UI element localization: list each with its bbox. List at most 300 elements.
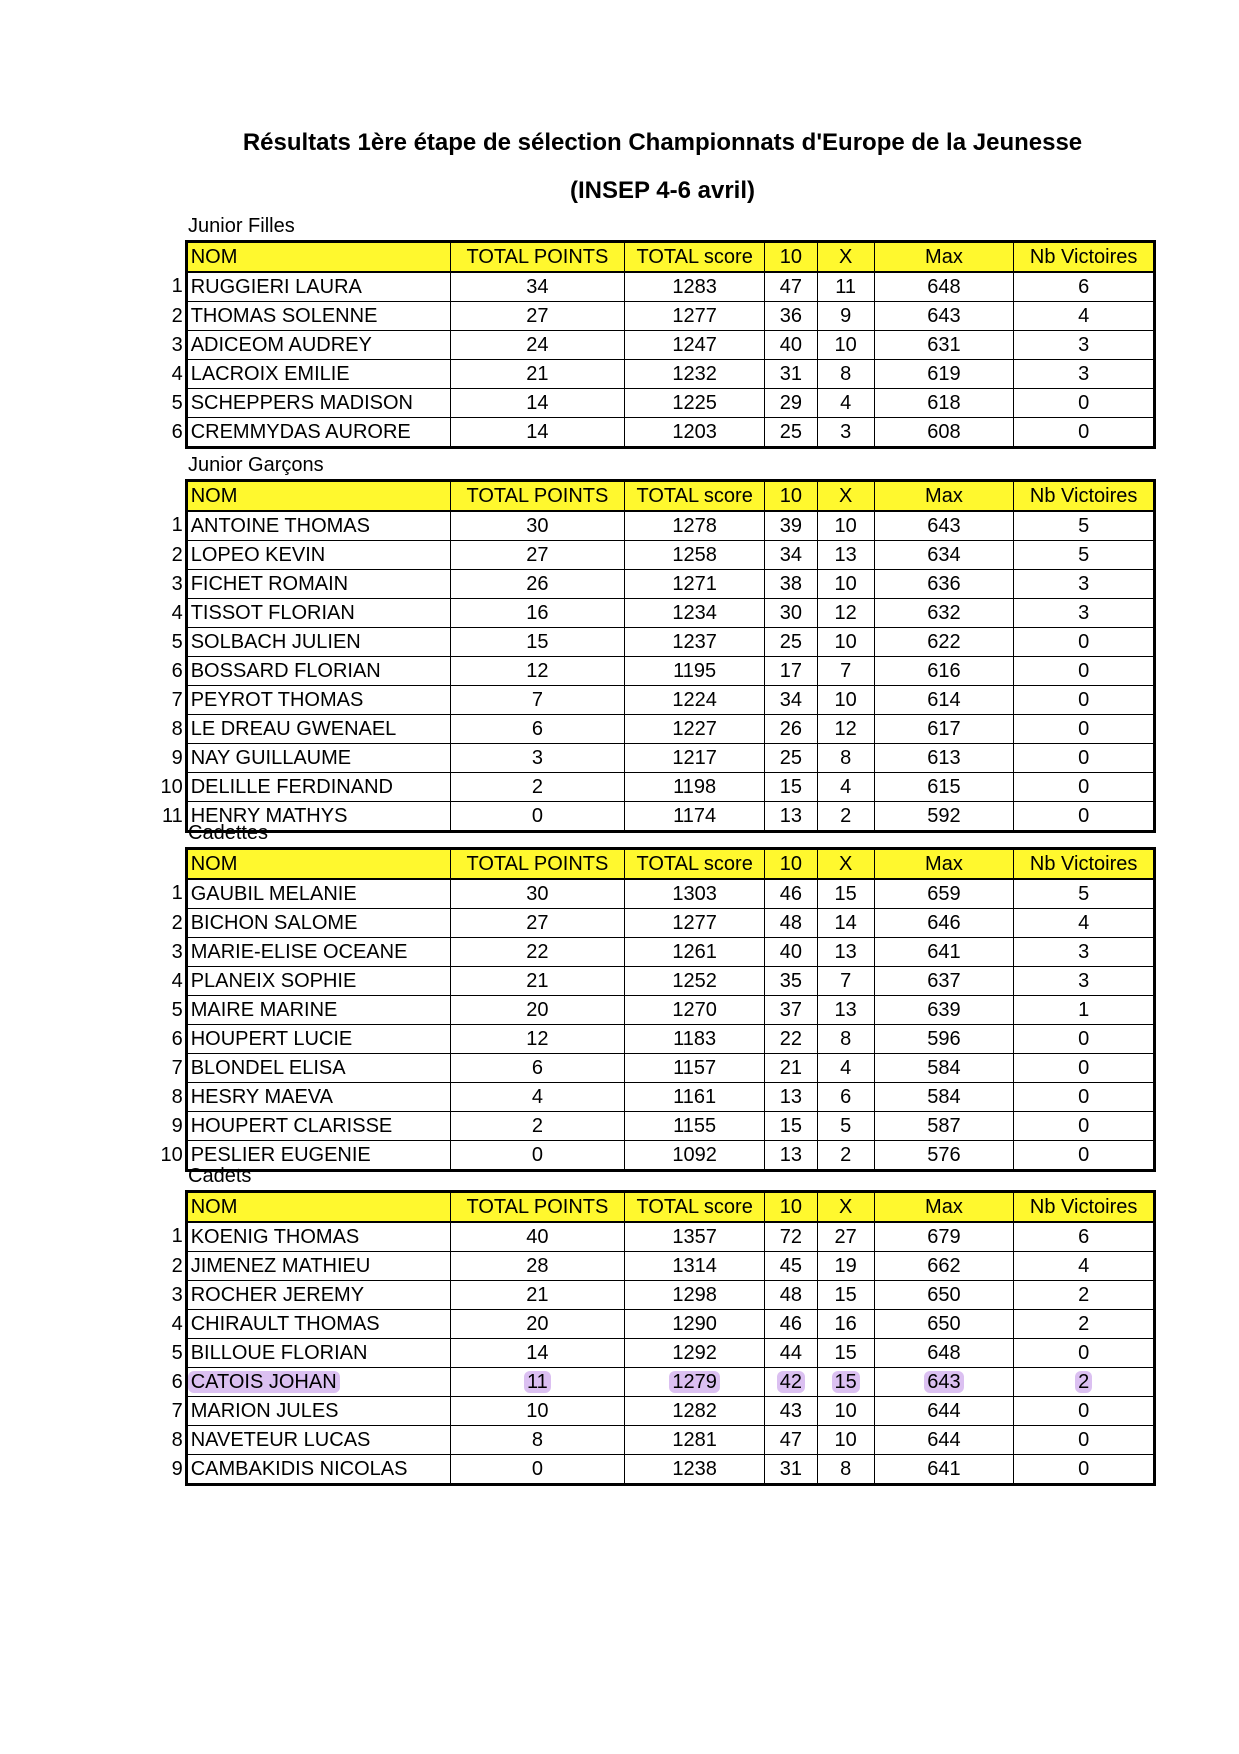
- max-cell: [874, 1368, 1014, 1397]
- results-table: [150, 240, 1156, 449]
- athlete-name: FICHET ROMAIN: [190, 572, 349, 595]
- x-count-value: 10: [834, 688, 857, 711]
- tens-cell: [764, 1222, 817, 1252]
- athlete-name: PEYROT THOMAS: [190, 688, 364, 711]
- total-points-value: 6: [531, 1056, 543, 1079]
- max-value: 636: [927, 572, 961, 595]
- victories-cell: [1014, 657, 1155, 686]
- tens-cell: [764, 909, 817, 938]
- athlete-name: HENRY MATHYS: [190, 804, 348, 827]
- x-count-value: 5: [840, 1114, 852, 1137]
- column-header-x: X: [817, 849, 874, 880]
- total-score-cell: [625, 938, 765, 967]
- tens-value: 31: [779, 362, 802, 385]
- victories-value: 4: [1078, 304, 1090, 327]
- max-value: 596: [927, 1027, 961, 1050]
- x-count-cell: [817, 570, 874, 599]
- tens-cell: [764, 1397, 817, 1426]
- name-cell: [186, 909, 450, 938]
- rank-cell: 1: [150, 511, 186, 541]
- tens-cell: [764, 715, 817, 744]
- x-count-value: 3: [840, 420, 852, 443]
- victories-cell: [1014, 1397, 1155, 1426]
- victories-value: 0: [1078, 804, 1090, 827]
- athlete-name: HESRY MAEVA: [190, 1085, 333, 1108]
- tens-value: 36: [779, 304, 802, 327]
- victories-value: 0: [1078, 1143, 1090, 1166]
- x-count-value: 15: [832, 1371, 860, 1393]
- total-points-cell: [450, 879, 625, 909]
- victories-cell: [1014, 541, 1155, 570]
- x-count-cell: [817, 773, 874, 802]
- total-points-cell: [450, 418, 625, 448]
- section-label: Junior Filles: [188, 215, 295, 237]
- total-score-value: 1092: [672, 1143, 717, 1166]
- total-points-cell: [450, 1222, 625, 1252]
- x-count-value: 10: [834, 333, 857, 356]
- total-score-cell: [625, 331, 765, 360]
- column-header-tens: 10: [764, 849, 817, 880]
- column-header-nb-victoires: Nb Victoires: [1014, 481, 1155, 512]
- victories-cell: [1014, 1281, 1155, 1310]
- name-cell: [186, 744, 450, 773]
- total-points-cell: [450, 1083, 625, 1112]
- max-value: 644: [927, 1428, 961, 1451]
- tens-cell: [764, 686, 817, 715]
- athlete-name: LE DREAU GWENAEL: [190, 717, 397, 740]
- victories-value: 2: [1078, 1283, 1090, 1306]
- total-points-value: 21: [526, 1283, 549, 1306]
- tens-value: 37: [779, 998, 802, 1021]
- rank-cell: 4: [150, 360, 186, 389]
- tens-cell: [764, 272, 817, 302]
- total-points-cell: [450, 1112, 625, 1141]
- x-count-value: 2: [840, 804, 852, 827]
- max-cell: [874, 1339, 1014, 1368]
- tens-value: 48: [779, 1283, 802, 1306]
- tens-value: 72: [779, 1225, 802, 1248]
- athlete-name: CAMBAKIDIS NICOLAS: [190, 1457, 408, 1480]
- name-cell: [186, 599, 450, 628]
- rank-cell: 4: [150, 967, 186, 996]
- total-points-value: 3: [531, 746, 543, 769]
- total-points-value: 7: [531, 688, 543, 711]
- max-cell: [874, 996, 1014, 1025]
- name-cell: [186, 1083, 450, 1112]
- rank-cell: 6: [150, 1025, 186, 1054]
- max-value: 587: [927, 1114, 961, 1137]
- total-score-cell: [625, 360, 765, 389]
- max-cell: [874, 1025, 1014, 1054]
- total-points-value: 11: [524, 1371, 551, 1393]
- x-count-value: 4: [840, 391, 852, 414]
- max-cell: [874, 1054, 1014, 1083]
- table-row: [150, 1025, 1155, 1054]
- victories-cell: [1014, 511, 1155, 541]
- victories-cell: [1014, 1339, 1155, 1368]
- total-points-cell: [450, 360, 625, 389]
- max-cell: [874, 1426, 1014, 1455]
- athlete-name: SCHEPPERS MADISON: [190, 391, 413, 414]
- x-count-cell: [817, 1426, 874, 1455]
- total-points-cell: [450, 331, 625, 360]
- tens-value: 38: [779, 572, 802, 595]
- total-score-value: 1232: [672, 362, 717, 385]
- rank-cell: 7: [150, 1054, 186, 1083]
- total-points-cell: [450, 1310, 625, 1339]
- total-score-value: 1252: [672, 969, 717, 992]
- total-score-value: 1271: [672, 572, 717, 595]
- victories-cell: [1014, 879, 1155, 909]
- column-header-max: Max: [874, 849, 1014, 880]
- x-count-cell: [817, 628, 874, 657]
- total-points-value: 12: [526, 1027, 549, 1050]
- x-count-value: 12: [834, 601, 857, 624]
- tens-cell: [764, 628, 817, 657]
- rank-header: [150, 849, 186, 880]
- x-count-value: 10: [834, 514, 857, 537]
- victories-value: 3: [1078, 333, 1090, 356]
- total-points-value: 24: [526, 333, 549, 356]
- total-score-cell: [625, 1112, 765, 1141]
- max-cell: [874, 511, 1014, 541]
- table-row: [150, 715, 1155, 744]
- total-score-value: 1203: [672, 420, 717, 443]
- total-score-cell: [625, 1426, 765, 1455]
- max-value: 644: [927, 1399, 961, 1422]
- victories-cell: [1014, 570, 1155, 599]
- athlete-name: NAVETEUR LUCAS: [190, 1428, 371, 1451]
- total-score-value: 1155: [673, 1114, 717, 1137]
- column-header-total-points: TOTAL POINTS: [450, 481, 625, 512]
- x-count-value: 9: [840, 304, 852, 327]
- victories-cell: [1014, 1222, 1155, 1252]
- table-row: [150, 1339, 1155, 1368]
- max-value: 648: [927, 1341, 961, 1364]
- max-cell: [874, 1112, 1014, 1141]
- total-points-value: 20: [526, 998, 549, 1021]
- total-score-value: 1283: [672, 275, 717, 298]
- victories-cell: [1014, 1368, 1155, 1397]
- victories-cell: [1014, 996, 1155, 1025]
- table-header-row: [150, 1192, 1155, 1223]
- name-cell: [186, 511, 450, 541]
- table-row: [150, 744, 1155, 773]
- rank-cell: 9: [150, 1455, 186, 1485]
- total-score-cell: [625, 1083, 765, 1112]
- victories-value: 0: [1078, 688, 1090, 711]
- total-points-value: 0: [531, 804, 543, 827]
- total-points-cell: [450, 272, 625, 302]
- rank-cell: 4: [150, 1310, 186, 1339]
- tens-value: 46: [779, 1312, 802, 1335]
- max-cell: [874, 938, 1014, 967]
- athlete-name: SOLBACH JULIEN: [190, 630, 361, 653]
- tens-value: 25: [779, 630, 802, 653]
- tens-value: 13: [779, 1143, 802, 1166]
- rank-cell: 5: [150, 628, 186, 657]
- name-cell: [186, 715, 450, 744]
- tens-value: 29: [779, 391, 802, 414]
- victories-cell: [1014, 715, 1155, 744]
- max-value: 619: [927, 362, 961, 385]
- total-points-value: 4: [531, 1085, 543, 1108]
- table-row: [150, 686, 1155, 715]
- victories-value: 0: [1078, 1341, 1090, 1364]
- x-count-cell: [817, 996, 874, 1025]
- victories-value: 0: [1078, 1428, 1090, 1451]
- max-value: 615: [927, 775, 961, 798]
- x-count-value: 7: [840, 969, 852, 992]
- total-score-value: 1247: [672, 333, 717, 356]
- tens-cell: [764, 967, 817, 996]
- tens-cell: [764, 389, 817, 418]
- max-value: 592: [927, 804, 961, 827]
- max-value: 613: [927, 746, 961, 769]
- x-count-value: 12: [834, 717, 857, 740]
- victories-cell: [1014, 1054, 1155, 1083]
- athlete-name: BILLOUE FLORIAN: [190, 1341, 368, 1364]
- total-points-cell: [450, 1368, 625, 1397]
- victories-value: 0: [1078, 746, 1090, 769]
- column-header-tens: 10: [764, 1192, 817, 1223]
- x-count-cell: [817, 1455, 874, 1485]
- total-points-value: 15: [526, 630, 549, 653]
- total-points-cell: [450, 511, 625, 541]
- tens-value: 26: [779, 717, 802, 740]
- total-points-value: 30: [526, 514, 549, 537]
- table-row: [150, 628, 1155, 657]
- total-score-value: 1292: [672, 1341, 717, 1364]
- x-count-value: 4: [840, 775, 852, 798]
- table-header-row: [150, 481, 1155, 512]
- total-points-cell: [450, 909, 625, 938]
- tens-cell: [764, 1455, 817, 1485]
- x-count-value: 8: [840, 746, 852, 769]
- column-header-total-score: TOTAL score: [625, 1192, 765, 1223]
- total-score-cell: [625, 744, 765, 773]
- victories-value: 5: [1078, 882, 1090, 905]
- max-cell: [874, 686, 1014, 715]
- total-score-cell: [625, 628, 765, 657]
- victories-cell: [1014, 1112, 1155, 1141]
- athlete-name: DELILLE FERDINAND: [190, 775, 393, 798]
- x-count-value: 14: [834, 911, 857, 934]
- name-cell: [186, 1252, 450, 1281]
- tens-cell: [764, 570, 817, 599]
- victories-value: 4: [1078, 911, 1090, 934]
- results-table: [150, 847, 1156, 1172]
- total-points-value: 0: [531, 1457, 543, 1480]
- name-cell: [186, 389, 450, 418]
- max-cell: [874, 302, 1014, 331]
- max-value: 662: [927, 1254, 961, 1277]
- name-cell: [186, 1112, 450, 1141]
- tens-value: 15: [779, 1114, 802, 1137]
- table-row: [150, 1054, 1155, 1083]
- total-points-value: 20: [526, 1312, 549, 1335]
- x-count-value: 27: [834, 1225, 857, 1248]
- name-cell: [186, 570, 450, 599]
- total-score-value: 1357: [672, 1225, 717, 1248]
- x-count-cell: [817, 541, 874, 570]
- table-row: [150, 773, 1155, 802]
- name-cell: [186, 879, 450, 909]
- athlete-name: BOSSARD FLORIAN: [190, 659, 381, 682]
- name-cell: [186, 996, 450, 1025]
- max-value: 639: [927, 998, 961, 1021]
- tens-cell: [764, 302, 817, 331]
- x-count-cell: [817, 1368, 874, 1397]
- x-count-cell: [817, 1281, 874, 1310]
- victories-cell: [1014, 331, 1155, 360]
- total-points-cell: [450, 1397, 625, 1426]
- tens-cell: [764, 773, 817, 802]
- tens-cell: [764, 1083, 817, 1112]
- x-count-cell: [817, 1054, 874, 1083]
- x-count-cell: [817, 1025, 874, 1054]
- rank-cell: 3: [150, 938, 186, 967]
- victories-cell: [1014, 686, 1155, 715]
- tens-cell: [764, 360, 817, 389]
- tens-value: 39: [779, 514, 802, 537]
- rank-cell: 1: [150, 272, 186, 302]
- x-count-value: 11: [835, 275, 857, 298]
- column-header-nom: NOM: [186, 1192, 450, 1223]
- table-row: [150, 389, 1155, 418]
- document-title: Résultats 1ère étape de sélection Championnats d'Europe de la Jeunesse: [242, 129, 1083, 156]
- table-row: [150, 541, 1155, 570]
- rank-cell: 3: [150, 331, 186, 360]
- total-points-cell: [450, 1281, 625, 1310]
- max-cell: [874, 628, 1014, 657]
- x-count-cell: [817, 879, 874, 909]
- name-cell: [186, 967, 450, 996]
- section-label: Cadettes: [188, 822, 269, 844]
- victories-cell: [1014, 1083, 1155, 1112]
- tens-value: 34: [779, 688, 802, 711]
- victories-value: 1: [1078, 998, 1090, 1021]
- tens-cell: [764, 1310, 817, 1339]
- table-row: [150, 1281, 1155, 1310]
- max-value: 618: [927, 391, 961, 414]
- x-count-cell: [817, 1083, 874, 1112]
- rank-cell: 2: [150, 541, 186, 570]
- tens-value: 31: [779, 1457, 802, 1480]
- rank-header: [150, 481, 186, 512]
- athlete-name: PESLIER EUGENIE: [190, 1143, 371, 1166]
- table-row: [150, 570, 1155, 599]
- max-value: 679: [927, 1225, 961, 1248]
- table-row: [150, 1112, 1155, 1141]
- total-score-cell: [625, 879, 765, 909]
- total-points-cell: [450, 967, 625, 996]
- total-points-cell: [450, 996, 625, 1025]
- table-row: [150, 967, 1155, 996]
- section-label: Junior Garçons: [188, 454, 324, 476]
- total-score-cell: [625, 1368, 765, 1397]
- victories-value: 4: [1078, 1254, 1090, 1277]
- x-count-value: 13: [834, 940, 857, 963]
- x-count-cell: [817, 715, 874, 744]
- max-value: 617: [927, 717, 961, 740]
- section-label: Cadets: [188, 1165, 252, 1187]
- name-cell: [186, 1281, 450, 1310]
- total-points-value: 2: [531, 1114, 543, 1137]
- x-count-value: 8: [840, 362, 852, 385]
- victories-value: 3: [1078, 572, 1090, 595]
- column-header-total-points: TOTAL POINTS: [450, 242, 625, 273]
- max-cell: [874, 1083, 1014, 1112]
- max-value: 616: [927, 659, 961, 682]
- victories-value: 0: [1078, 659, 1090, 682]
- x-count-value: 10: [834, 630, 857, 653]
- table-row: [150, 1368, 1155, 1397]
- total-score-value: 1224: [672, 688, 717, 711]
- athlete-name: NAY GUILLAUME: [190, 746, 352, 769]
- victories-cell: [1014, 1252, 1155, 1281]
- rank-cell: 5: [150, 389, 186, 418]
- max-cell: [874, 1455, 1014, 1485]
- max-value: 622: [927, 630, 961, 653]
- tens-value: 13: [779, 804, 802, 827]
- table-row: [150, 418, 1155, 448]
- table-row: [150, 331, 1155, 360]
- max-cell: [874, 1281, 1014, 1310]
- table-row: [150, 272, 1155, 302]
- victories-value: 3: [1078, 362, 1090, 385]
- tens-cell: [764, 511, 817, 541]
- total-score-cell: [625, 1054, 765, 1083]
- victories-value: 0: [1078, 420, 1090, 443]
- table-row: [150, 1455, 1155, 1485]
- total-points-value: 27: [526, 911, 549, 934]
- table-row: [150, 1252, 1155, 1281]
- total-score-value: 1227: [672, 717, 717, 740]
- x-count-cell: [817, 744, 874, 773]
- rank-cell: 2: [150, 302, 186, 331]
- total-score-value: 1234: [672, 601, 717, 624]
- total-points-cell: [450, 1426, 625, 1455]
- max-value: 632: [927, 601, 961, 624]
- athlete-name: LOPEO KEVIN: [190, 543, 326, 566]
- victories-value: 5: [1078, 514, 1090, 537]
- total-points-value: 26: [526, 572, 549, 595]
- total-score-value: 1217: [672, 746, 717, 769]
- total-score-cell: [625, 1339, 765, 1368]
- victories-value: 3: [1078, 940, 1090, 963]
- total-score-value: 1261: [672, 940, 717, 963]
- tens-cell: [764, 418, 817, 448]
- total-score-cell: [625, 773, 765, 802]
- tens-cell: [764, 744, 817, 773]
- name-cell: [186, 1368, 450, 1397]
- tens-cell: [764, 1368, 817, 1397]
- table-row: [150, 511, 1155, 541]
- table-row: [150, 938, 1155, 967]
- total-points-value: 28: [526, 1254, 549, 1277]
- athlete-name: RUGGIERI LAURA: [190, 275, 362, 298]
- x-count-value: 4: [840, 1056, 852, 1079]
- tens-value: 47: [779, 1428, 802, 1451]
- total-score-cell: [625, 996, 765, 1025]
- victories-cell: [1014, 1025, 1155, 1054]
- column-header-nb-victoires: Nb Victoires: [1014, 1192, 1155, 1223]
- total-score-value: 1183: [673, 1027, 717, 1050]
- table-row: [150, 360, 1155, 389]
- tens-cell: [764, 1112, 817, 1141]
- x-count-value: 13: [834, 543, 857, 566]
